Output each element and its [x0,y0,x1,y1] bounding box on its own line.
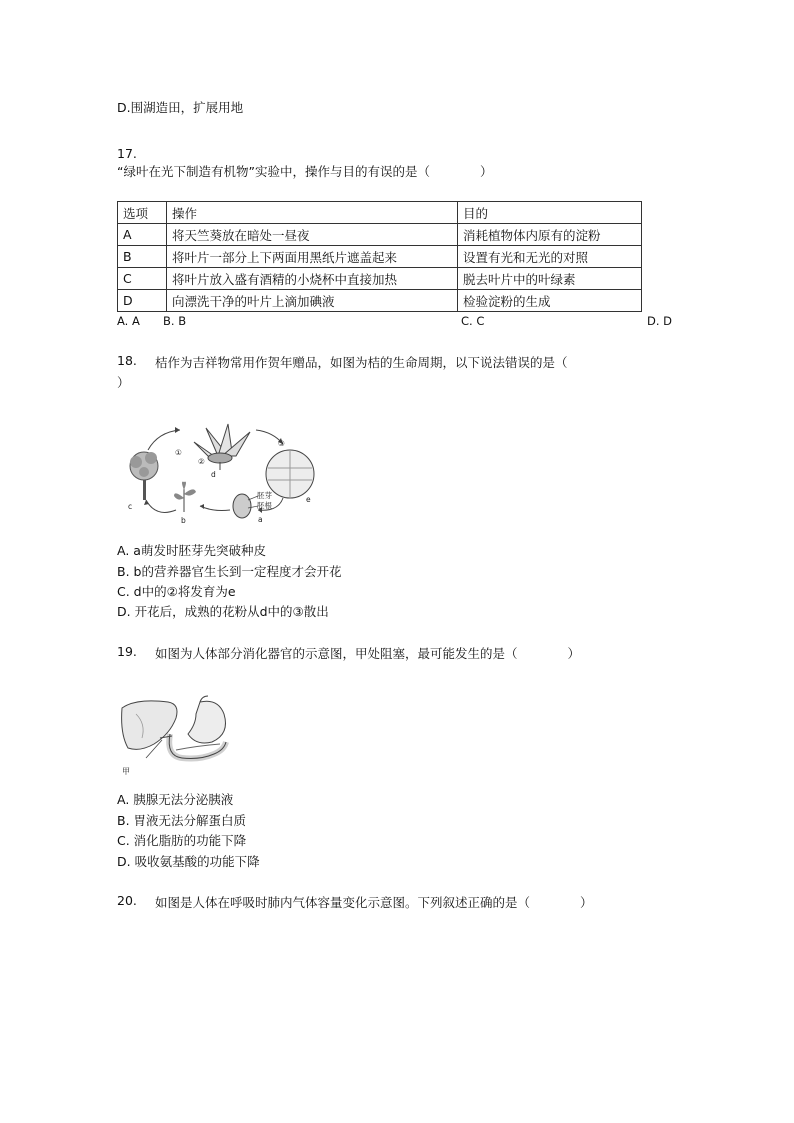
label-circled-3: ③ [278,439,285,448]
q17-table [117,201,642,312]
q17-option-d: D. D [647,314,673,328]
table-header-cell: 操作 [167,202,458,224]
table-cell: 检验淀粉的生成 [458,290,642,312]
table-cell: C [118,268,167,290]
table-header-cell: 目的 [458,202,642,224]
table-header-cell: 选项 [118,202,167,224]
q18-stem-line2: ） [117,375,130,390]
q18-option-d: D. 开花后，成熟的花粉从d中的③散出 [117,604,329,619]
q16-option-d: D.围湖造田，扩展用地 [117,100,244,115]
q17-option-a: A. A [117,314,140,328]
fruit-icon [266,450,314,498]
orange-tree-icon [130,452,158,500]
q17-option-b: B. B [163,314,187,328]
label-c: c [128,502,133,511]
q18-option-a: A. a萌发时胚芽先突破种皮 [117,543,266,558]
label-a: a [258,515,263,524]
table-cell: 将叶片放入盛有酒精的小烧杯中直接加热 [167,268,458,290]
q17-option-c: C. C [461,314,485,328]
seedling-icon [174,482,196,512]
table-cell: D [118,290,167,312]
table-cell: 脱去叶片中的叶绿素 [458,268,642,290]
label-embryo-bud: 胚芽 [257,491,272,500]
table-row [118,290,642,312]
label-d: d [211,470,216,479]
table-cell: 消耗植物体内原有的淀粉 [458,224,642,246]
table-cell: B [118,246,167,268]
q18-stem-line1: 桔作为吉祥物常用作贺年赠品，如图为桔的生命周期，以下说法错误的是（ [155,355,568,370]
q20-number: 20. [117,893,137,908]
q17-number: 17. [117,146,137,161]
table-cell: 将叶片一部分上下两面用黑纸片遮盖起来 [167,246,458,268]
q19-option-a: A. 胰腺无法分泌胰液 [117,792,234,807]
q18-option-c: C. d中的②将发育为e [117,584,236,599]
label-jia: 甲 [122,767,130,776]
table-cell: A [118,224,167,246]
q18-number: 18. [117,353,137,368]
table-row [118,224,642,246]
table-cell: 将天竺葵放在暗处一昼夜 [167,224,458,246]
q19-option-c: C. 消化脂肪的功能下降 [117,833,247,848]
label-circled-1: ① [175,448,182,457]
q17-stem: “绿叶在光下制造有机物”实验中，操作与目的有误的是（ ） [117,164,493,179]
label-e: e [306,495,311,504]
seed-icon [233,494,258,518]
q19-stem: 如图为人体部分消化器官的示意图，甲处阻塞，最可能发生的是（ ） [155,646,581,661]
label-b: b [181,516,186,525]
q20-stem: 如图是人体在呼吸时肺内气体容量变化示意图。下列叙述正确的是（ ） [155,895,593,910]
q18-option-b: B. b的营养器官生长到一定程度才会开花 [117,564,342,579]
table-row [118,246,642,268]
table-header-row [118,202,642,224]
label-embryo-root: 胚根 [257,501,272,510]
q19-option-d: D. 吸收氨基酸的功能下降 [117,854,260,869]
label-circled-2: ② [198,457,205,466]
table-cell: 设置有光和无光的对照 [458,246,642,268]
table-row [118,268,642,290]
orange-life-cycle-figure [118,418,333,530]
stomach-icon [188,696,226,743]
digestive-organs-figure [116,694,236,778]
q19-option-b: B. 胃液无法分解蛋白质 [117,813,247,828]
q19-number: 19. [117,644,137,659]
table-cell: 向漂洗干净的叶片上滴加碘液 [167,290,458,312]
